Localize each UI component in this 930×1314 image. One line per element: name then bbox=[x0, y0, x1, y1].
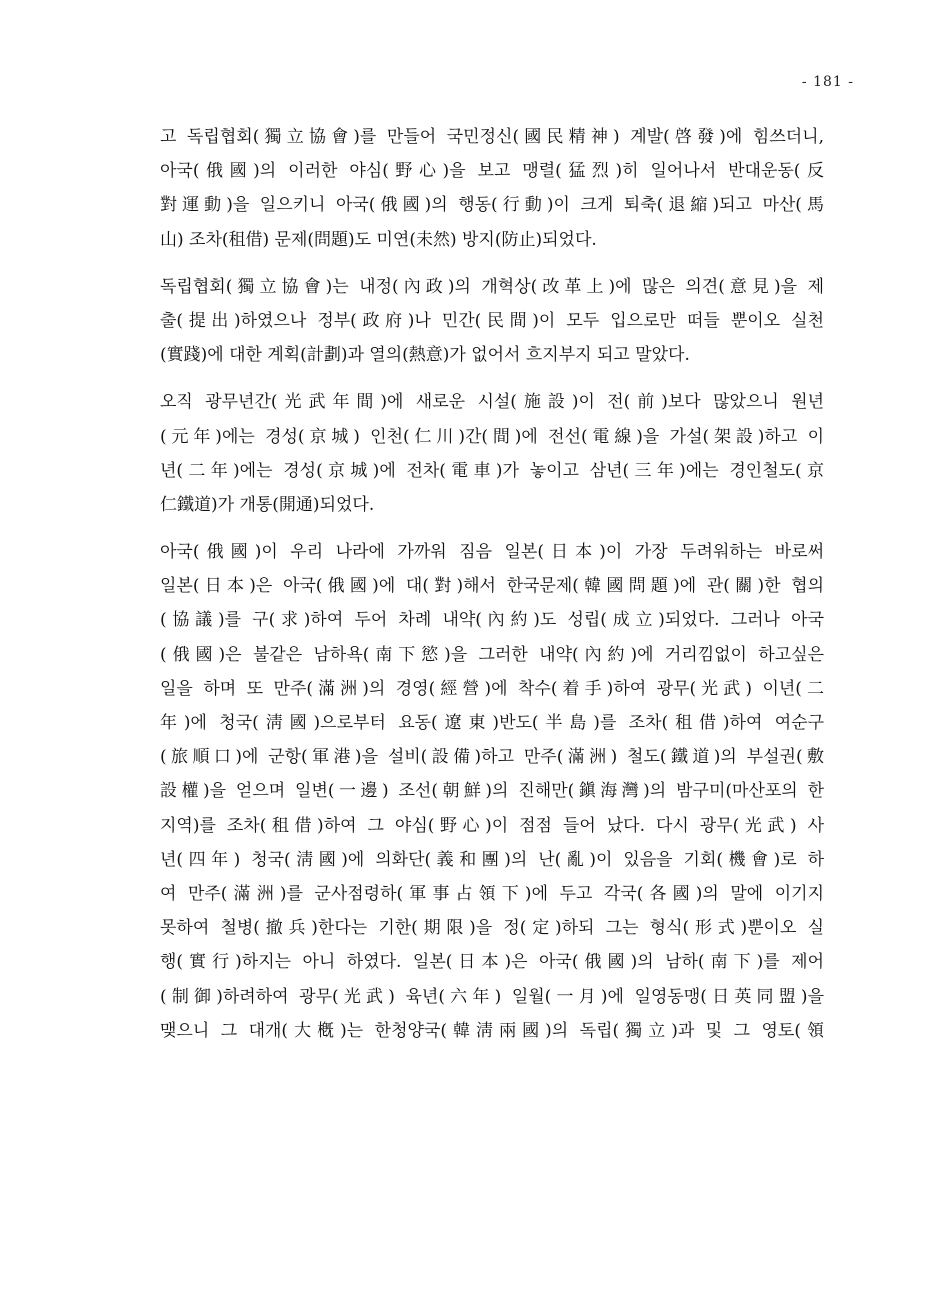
text-line: 고 독립협회(獨立協會)를 만들어 국민정신(國民精神) 계발(啓發)에 힘쓰더니, bbox=[160, 127, 824, 147]
text-line: 오직 광무년간(光武年間)에 새로운 시설(施設)이 전(前)보다 많았으니 원년 bbox=[160, 392, 824, 413]
text-line: (俄國)은 불같은 남하욕(南下慾)을 그러한 내약(內約)에 거리낌없이 하고싶은 bbox=[160, 644, 824, 665]
text-line: 지역)를 조차(租借)하여 그 야심(野心)이 점점 들어 났다. 다시 광무(光武) 사 bbox=[160, 815, 824, 836]
text-line: 맺으니 그 대개(大槪)는 한청양국(韓淸兩國)의 독립(獨立)과 및 그 영토(領 bbox=[160, 1020, 824, 1041]
text-line: 못하여 철병(撤兵)한다는 기한(期限)을 정(定)하되 그는 형식(形式)뿐이오 실 bbox=[160, 918, 824, 939]
paragraph bbox=[160, 120, 824, 257]
paragraph bbox=[160, 385, 824, 522]
text-line: 아국(俄國)이 우리 나라에 가까워 짐음 일본(日本)이 가장 두려워하는 바로써 bbox=[160, 542, 824, 563]
paragraph bbox=[160, 535, 824, 1048]
text-line: 山) 조차(租借) 문제(問題)도 미연(未然) 방지(防止)되었다. bbox=[160, 229, 597, 250]
paragraph bbox=[160, 270, 824, 373]
text-line: (旅順口)에 군항(軍港)을 설비(設備)하고 만주(滿洲) 철도(鐵道)의 부설권(敷 bbox=[160, 747, 824, 768]
text-line: 년(二年)에는 경성(京城)에 전차(電車)가 놓이고 삼년(三年)에는 경인철도(京 bbox=[160, 460, 824, 481]
text-line: 일본(日本)은 아국(俄國)에 대(對)해서 한국문제(韓國問題)에 관(關)한 협의 bbox=[160, 576, 824, 597]
text-line: 對運動)을 일으키니 아국(俄國)의 행동(行動)이 크게 퇴축(退縮)되고 마산(馬 bbox=[160, 195, 824, 216]
text-line: 仁鐵道)가 개통(開通)되었다. bbox=[160, 494, 375, 515]
text-line: 독립협회(獨立協會)는 내정(內政)의 개혁상(改革上)에 많은 의견(意見)을 제 bbox=[160, 276, 824, 297]
text-line: 행(實行)하지는 아니 하였다. 일본(日本)은 아국(俄國)의 남하(南下)를 제어 bbox=[160, 952, 824, 973]
text-line: (協議)를 구(求)하여 두어 차례 내약(內約)도 성립(成立)되었다. 그러나 아국 bbox=[160, 610, 824, 631]
body-text bbox=[160, 120, 824, 1061]
page-number: - 181 - bbox=[801, 74, 854, 90]
text-line: 設權)을 얻으며 일변(一邊) 조선(朝鮮)의 진해만(鎭海灣)의 밤구미(마산포의 한 bbox=[160, 781, 824, 802]
text-line: 일을 하며 또 만주(滿洲)의 경영(經營)에 착수(着手)하여 광무(光武) 이년(二 bbox=[160, 678, 824, 699]
text-line: 출(提出)하였으나 정부(政府)나 민간(民間)이 모두 입으로만 떠들 뿐이오 실천 bbox=[160, 310, 824, 331]
text-line: 아국(俄國)의 이러한 야심(野心)을 보고 맹렬(猛烈)히 일어나서 반대운동(反 bbox=[160, 161, 824, 182]
text-line: (元年)에는 경성(京城) 인천(仁川)간(間)에 전선(電線)을 가설(架設)하고 이 bbox=[160, 426, 824, 447]
text-line: 년(四年) 청국(淸國)에 의화단(義和團)의 난(亂)이 있음을 기회(機會)로 하 bbox=[160, 849, 824, 870]
text-line: 年)에 청국(淸國)으로부터 요동(遼東)반도(半島)를 조차(租借)하여 여순구 bbox=[160, 713, 824, 733]
text-line: 여 만주(滿洲)를 군사점령하(軍事占領下)에 두고 각국(各國)의 말에 이기지 bbox=[160, 883, 824, 904]
text-line: (實踐)에 대한 계획(計劃)과 열의(熱意)가 없어서 흐지부지 되고 말았다. bbox=[160, 345, 690, 366]
text-line: (制御)하려하여 광무(光武) 육년(六年) 일월(一月)에 일영동맹(日英同盟)을 bbox=[160, 986, 824, 1007]
